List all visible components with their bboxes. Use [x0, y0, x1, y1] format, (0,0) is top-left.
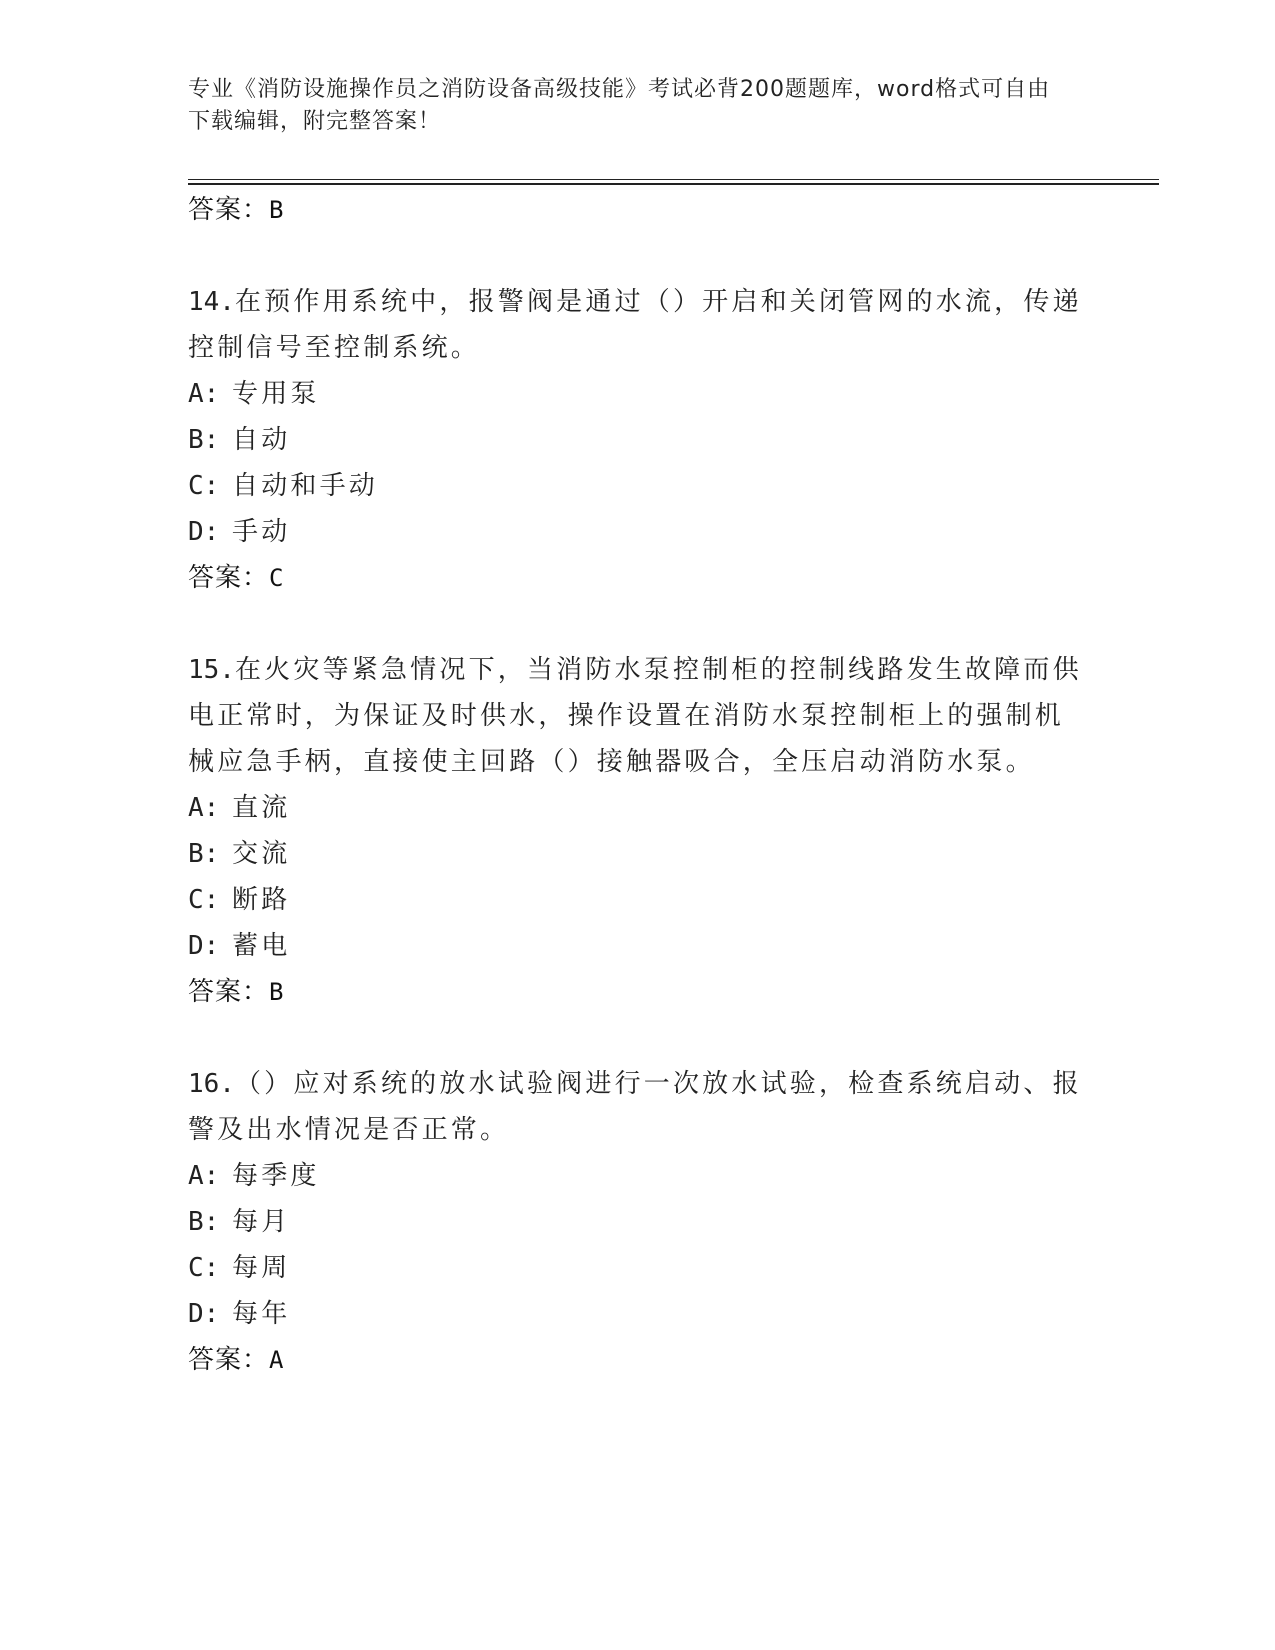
answer-line	[188, 969, 1088, 1015]
option-item	[188, 831, 1088, 877]
header-divider	[188, 179, 1159, 185]
option-key: B:	[188, 1207, 220, 1237]
option-text: 自动和手动	[232, 471, 379, 501]
option-key: C:	[188, 885, 220, 915]
option-item	[188, 1291, 1088, 1337]
option-key: A:	[188, 1161, 220, 1191]
option-item	[188, 1245, 1088, 1291]
option-key: D:	[188, 1299, 220, 1329]
answer-value: B	[269, 978, 285, 1006]
option-text: 每年	[232, 1299, 291, 1329]
question-number: 15.	[188, 655, 235, 685]
question-stem	[188, 647, 1088, 785]
option-text: 交流	[232, 839, 291, 869]
question-number: 16.	[188, 1069, 235, 1099]
answer-value: B	[269, 196, 285, 224]
answer-line	[188, 187, 1088, 233]
option-key: D:	[188, 931, 220, 961]
option-text: 断路	[232, 885, 291, 915]
answer-value: C	[269, 564, 285, 592]
option-text: 自动	[232, 425, 291, 455]
question-stem	[188, 1061, 1088, 1153]
option-key: B:	[188, 425, 220, 455]
option-key: D:	[188, 517, 220, 547]
question-stem	[188, 279, 1088, 371]
option-text: 每季度	[232, 1161, 320, 1191]
question-block	[188, 279, 1088, 601]
option-item	[188, 371, 1088, 417]
option-key: C:	[188, 1253, 220, 1283]
question-block	[188, 647, 1088, 1015]
answer-label: 答案：	[188, 195, 270, 225]
option-item	[188, 923, 1088, 969]
answer-label: 答案：	[188, 977, 270, 1007]
answer-line	[188, 555, 1088, 601]
option-item	[188, 785, 1088, 831]
option-item	[188, 417, 1088, 463]
option-text: 直流	[232, 793, 291, 823]
option-text: 蓄电	[232, 931, 291, 961]
option-key: A:	[188, 793, 220, 823]
answer-label: 答案：	[188, 1345, 270, 1375]
option-key: A:	[188, 379, 220, 409]
option-item	[188, 463, 1088, 509]
answer-label: 答案：	[188, 563, 270, 593]
option-item	[188, 509, 1088, 555]
answer-line	[188, 1337, 1088, 1383]
option-item	[188, 1199, 1088, 1245]
option-item	[188, 877, 1088, 923]
answer-value: A	[269, 1346, 285, 1374]
question-number: 14.	[188, 287, 235, 317]
question-text: 在预作用系统中，报警阀是通过（）开启和关闭管网的水流，传递控制信号至控制系统。	[188, 287, 1082, 363]
question-block	[188, 1061, 1088, 1383]
option-key: C:	[188, 471, 220, 501]
option-text: 专用泵	[232, 379, 320, 409]
page-header	[188, 74, 1068, 138]
option-text: 每周	[232, 1253, 291, 1283]
option-text: 手动	[232, 517, 291, 547]
option-text: 每月	[232, 1207, 291, 1237]
question-text: （）应对系统的放水试验阀进行一次放水试验，检查系统启动、报警及出水情况是否正常。	[188, 1069, 1082, 1145]
option-item	[188, 1153, 1088, 1199]
option-key: B:	[188, 839, 220, 869]
header-text: 专业《消防设施操作员之消防设备高级技能》考试必背200题题库，word格式可自由下载编辑，附完整答案！	[188, 77, 1051, 134]
question-text: 在火灾等紧急情况下，当消防水泵控制柜的控制线路发生故障而供电正常时，为保证及时供水，操作设置在消防水泵控制柜上的强制机械应急手柄，直接使主回路（）接触器吸合，全压启动消防水泵。	[188, 655, 1082, 777]
question-list	[188, 187, 1088, 1383]
